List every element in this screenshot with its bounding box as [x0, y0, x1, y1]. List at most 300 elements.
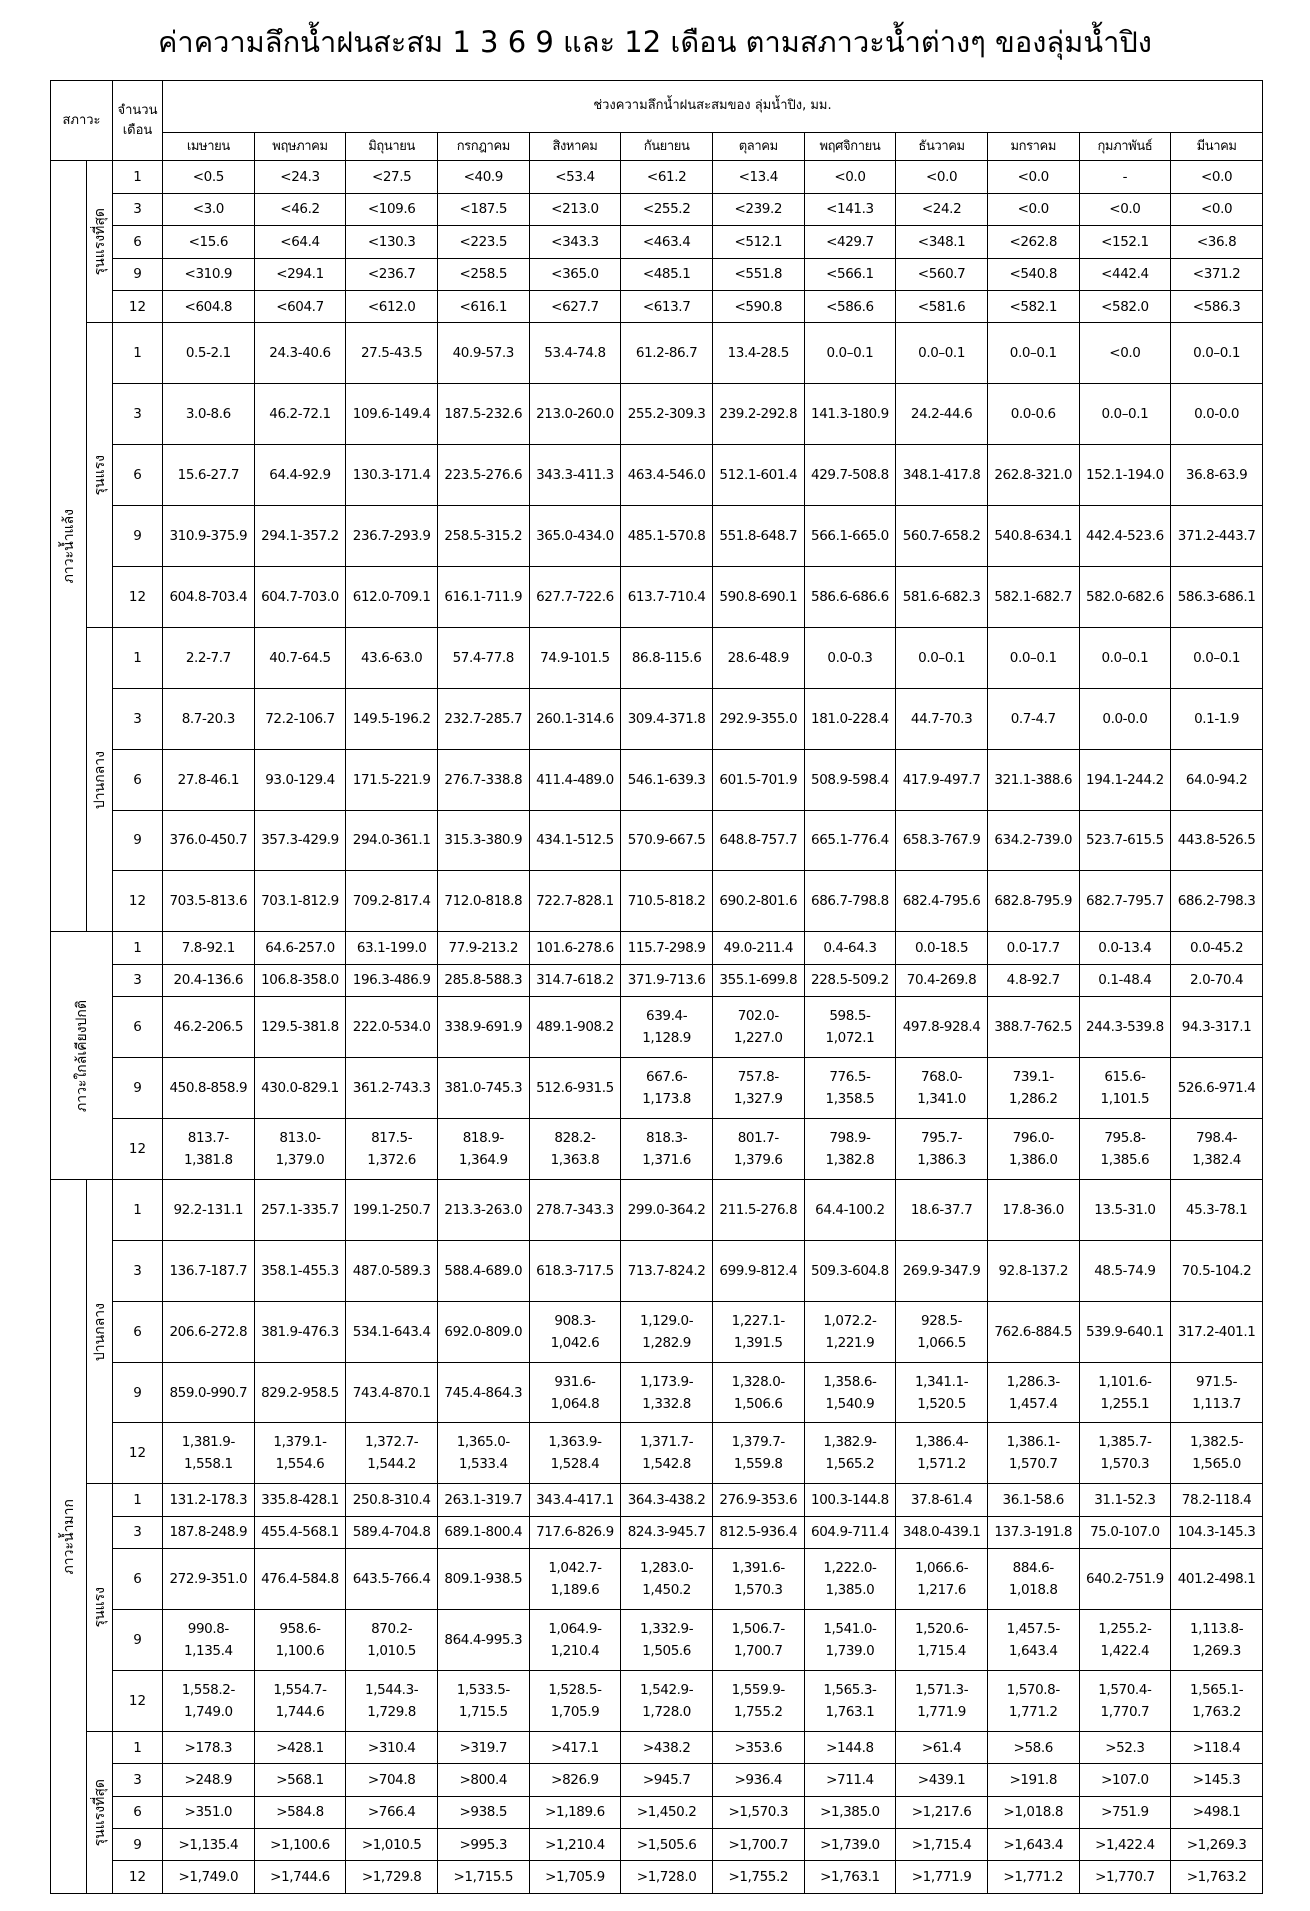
value-cell	[621, 1118, 713, 1179]
month-header-5: สิงหาคม	[529, 132, 621, 161]
section-cell	[51, 161, 87, 932]
value-cell	[621, 997, 713, 1058]
value-cell: >751.9	[1079, 1796, 1171, 1828]
value-cell: >145.3	[1171, 1764, 1263, 1796]
value-cell: 292.9-355.0	[712, 688, 804, 749]
value-cell: 250.8-310.4	[346, 1484, 438, 1516]
value-cell	[712, 1549, 804, 1610]
value-cell: 104.3-145.3	[1171, 1516, 1263, 1548]
value-cell	[254, 1118, 346, 1179]
value-cell: 28.6-48.9	[712, 627, 804, 688]
value-cell: >351.0	[163, 1796, 255, 1828]
value-line: 1,371.6	[642, 1151, 691, 1168]
value-cell: 149.5-196.2	[346, 688, 438, 749]
value-cell: >1,771.2	[987, 1861, 1079, 1894]
value-cell: 455.4-568.1	[254, 1516, 346, 1548]
value-cell: 640.2-751.9	[1079, 1549, 1171, 1610]
value-cell: <612.0	[346, 290, 438, 322]
value-cell: 560.7-658.2	[896, 506, 988, 567]
value-cell: 381.9-476.3	[254, 1301, 346, 1362]
value-cell: >1,450.2	[621, 1796, 713, 1828]
section-cell	[51, 1179, 87, 1893]
value-cell: 63.1-199.0	[346, 932, 438, 964]
value-cell: <36.8	[1171, 226, 1263, 258]
value-line: 1,565.0	[1192, 1456, 1241, 1473]
value-cell: >826.9	[529, 1764, 621, 1796]
value-cell	[804, 1301, 896, 1362]
value-cell	[896, 1423, 988, 1484]
value-cell: 285.8-588.3	[437, 964, 529, 996]
table-row	[51, 1670, 1263, 1731]
month-count-cell: 12	[113, 871, 163, 932]
value-cell: <0.0	[1171, 193, 1263, 225]
value-cell: 269.9-347.9	[896, 1240, 988, 1301]
value-cell: >800.4	[437, 1764, 529, 1796]
value-line: 615.6-	[1104, 1068, 1146, 1085]
value-line: 1,189.6	[550, 1582, 600, 1599]
value-cell: 434.1-512.5	[529, 810, 621, 871]
value-cell	[804, 1058, 896, 1119]
value-line: 1,391.6-	[731, 1560, 785, 1577]
value-cell: >1,100.6	[254, 1829, 346, 1861]
value-cell: 745.4-864.3	[437, 1362, 529, 1423]
value-cell: 92.2-131.1	[163, 1179, 255, 1240]
value-cell: 0.0-17.7	[987, 932, 1079, 964]
value-cell: 411.4-489.0	[529, 749, 621, 810]
value-cell: 371.9-713.6	[621, 964, 713, 996]
value-line: 1,286.2	[1008, 1090, 1058, 1107]
value-line: 1,358.5	[825, 1090, 875, 1107]
value-cell: 357.3-429.9	[254, 810, 346, 871]
value-line: 1,128.9	[642, 1030, 691, 1047]
value-cell: 417.9-497.7	[896, 749, 988, 810]
value-cell: 487.0-589.3	[346, 1240, 438, 1301]
value-cell: 100.3-144.8	[804, 1484, 896, 1516]
group-label: รุนแรงที่สุด	[91, 208, 108, 276]
value-cell	[987, 1670, 1079, 1731]
value-cell: 2.2-7.7	[163, 627, 255, 688]
value-cell: <590.8	[712, 290, 804, 322]
month-count-cell: 1	[113, 1731, 163, 1763]
table-row	[51, 1362, 1263, 1423]
value-cell: <187.5	[437, 193, 529, 225]
month-header-9: ธันวาคม	[896, 132, 988, 161]
group-label: ปานกลาง	[91, 750, 108, 809]
value-cell: 213.3-263.0	[437, 1179, 529, 1240]
value-cell: >191.8	[987, 1764, 1079, 1796]
value-cell: >1,385.0	[804, 1796, 896, 1828]
value-cell: 232.7-285.7	[437, 688, 529, 749]
month-count-cell: 9	[113, 1058, 163, 1119]
value-line: 1,705.9	[550, 1703, 600, 1720]
value-line: 1,386.4-	[914, 1434, 969, 1451]
value-cell: <560.7	[896, 258, 988, 290]
value-cell: 61.2-86.7	[621, 323, 713, 384]
value-cell: <130.3	[346, 226, 438, 258]
value-line: 1,327.9	[733, 1090, 783, 1107]
group-label: รุนแรงที่สุด	[91, 1778, 108, 1847]
value-cell: >938.5	[437, 1796, 529, 1828]
value-cell: 228.5-509.2	[804, 964, 896, 996]
value-cell: 604.9-711.4	[804, 1516, 896, 1548]
value-cell: 648.8-757.7	[712, 810, 804, 871]
value-cell: 508.9-598.4	[804, 749, 896, 810]
value-cell	[712, 1670, 804, 1731]
value-cell	[712, 1610, 804, 1671]
month-count-cell: 3	[113, 964, 163, 996]
value-cell: 64.6-257.0	[254, 932, 346, 964]
value-cell: <258.5	[437, 258, 529, 290]
value-cell	[529, 1423, 621, 1484]
value-cell: 72.2-106.7	[254, 688, 346, 749]
value-cell: 717.6-826.9	[529, 1516, 621, 1548]
value-line: 1,422.4	[1100, 1643, 1150, 1660]
value-line: 1,332.9-	[640, 1621, 694, 1638]
value-line: 1,771.2	[1008, 1703, 1058, 1720]
value-cell: 13.4-28.5	[712, 323, 804, 384]
value-cell: <365.0	[529, 258, 621, 290]
table-row	[51, 1731, 1263, 1763]
group-cell	[87, 323, 113, 628]
group-label: รุนแรง	[91, 454, 108, 496]
value-line: 1,570.7	[1008, 1456, 1058, 1473]
value-cell: >1,739.0	[804, 1829, 896, 1861]
value-line: 1,771.9	[917, 1703, 966, 1720]
value-cell: >248.9	[163, 1764, 255, 1796]
value-cell: <613.7	[621, 290, 713, 322]
month-count-cell: 1	[113, 1179, 163, 1240]
value-cell: >1,771.9	[896, 1861, 988, 1894]
value-cell: 643.5-766.4	[346, 1549, 438, 1610]
value-cell	[163, 1610, 255, 1671]
value-cell: 604.8-703.4	[163, 566, 255, 627]
value-cell	[1079, 1058, 1171, 1119]
value-line: 1,341.0	[917, 1090, 966, 1107]
value-cell: 686.7-798.8	[804, 871, 896, 932]
value-cell: <604.7	[254, 290, 346, 322]
value-line: 884.6-	[1012, 1560, 1054, 1577]
value-cell: <582.1	[987, 290, 1079, 322]
table-row	[51, 1796, 1263, 1828]
value-line: 1,113.8-	[1189, 1621, 1244, 1638]
value-cell: 361.2-743.3	[346, 1058, 438, 1119]
table-row	[51, 810, 1263, 871]
value-line: 1,386.3	[917, 1151, 966, 1168]
value-line: 1,064.9-	[548, 1621, 602, 1638]
value-cell: 258.5-315.2	[437, 506, 529, 567]
value-cell: >711.4	[804, 1764, 896, 1796]
value-line: 1,363.9-	[548, 1434, 602, 1451]
value-cell: 37.8-61.4	[896, 1484, 988, 1516]
value-cell: 0.0–0.1	[896, 627, 988, 688]
value-cell: 4.8-92.7	[987, 964, 1079, 996]
value-line: 1,505.6	[642, 1643, 691, 1660]
month-header-8: พฤศจิกายน	[804, 132, 896, 161]
value-cell	[529, 1670, 621, 1731]
month-count-cell: 3	[113, 1240, 163, 1301]
value-cell: <586.6	[804, 290, 896, 322]
value-cell	[896, 1301, 988, 1362]
value-cell: 589.4-704.8	[346, 1516, 438, 1548]
month-count-cell: 1	[113, 932, 163, 964]
value-line: 1,520.5	[917, 1395, 966, 1412]
value-line: 1,341.1-	[914, 1373, 969, 1390]
group-label: รุนแรง	[91, 1587, 108, 1628]
value-cell: 812.5-936.4	[712, 1516, 804, 1548]
value-cell: 43.6-63.0	[346, 627, 438, 688]
value-cell	[712, 1362, 804, 1423]
value-cell: 0.0-45.2	[1171, 932, 1263, 964]
value-line: 1,018.8	[1008, 1582, 1058, 1599]
value-cell: 187.8-248.9	[163, 1516, 255, 1548]
value-cell: <109.6	[346, 193, 438, 225]
value-line: 1,010.5	[367, 1643, 416, 1660]
value-cell	[712, 1058, 804, 1119]
value-cell	[896, 1670, 988, 1731]
value-cell	[346, 1118, 438, 1179]
table-row	[51, 627, 1263, 688]
value-cell: 64.4-92.9	[254, 445, 346, 506]
value-cell: 94.3-317.1	[1171, 997, 1263, 1058]
value-line: 1,269.3	[1192, 1643, 1241, 1660]
value-cell: <627.7	[529, 290, 621, 322]
value-cell: 588.4-689.0	[437, 1240, 529, 1301]
month-count-cell: 9	[113, 1610, 163, 1671]
value-cell: 709.2-817.4	[346, 871, 438, 932]
value-line: 1,715.4	[917, 1643, 966, 1660]
value-cell: 239.2-292.8	[712, 384, 804, 445]
value-cell: <540.8	[987, 258, 1079, 290]
value-cell: 338.9-691.9	[437, 997, 529, 1058]
value-cell: >1,189.6	[529, 1796, 621, 1828]
month-header-7: ตุลาคม	[712, 132, 804, 161]
value-cell	[621, 1058, 713, 1119]
condition-header: สภาวะ	[51, 81, 113, 161]
value-cell: 101.6-278.6	[529, 932, 621, 964]
value-cell: 722.7-828.1	[529, 871, 621, 932]
value-line: 1,386.1-	[1006, 1434, 1060, 1451]
value-cell: >319.7	[437, 1731, 529, 1763]
value-cell: <512.1	[712, 226, 804, 258]
month-count-cell: 1	[113, 161, 163, 193]
value-cell: <239.2	[712, 193, 804, 225]
section-label: ภาวะน้ำแล้ง	[60, 509, 77, 584]
value-cell: >498.1	[1171, 1796, 1263, 1828]
value-cell	[346, 1610, 438, 1671]
value-cell: >1,715.5	[437, 1861, 529, 1894]
value-cell	[621, 1362, 713, 1423]
value-cell: 46.2-206.5	[163, 997, 255, 1058]
value-line: 1,541.0-	[823, 1621, 877, 1638]
value-line: 1,372.6	[367, 1151, 416, 1168]
value-cell: 24.3-40.6	[254, 323, 346, 384]
table-row	[51, 964, 1263, 996]
value-cell: 74.9-101.5	[529, 627, 621, 688]
value-cell: 44.7-70.3	[896, 688, 988, 749]
value-cell: 582.0-682.6	[1079, 566, 1171, 627]
value-cell: 540.8-634.1	[987, 506, 1079, 567]
value-cell: <0.0	[987, 161, 1079, 193]
value-cell: 294.1-357.2	[254, 506, 346, 567]
value-cell	[163, 1118, 255, 1179]
value-line: 817.5-	[371, 1129, 413, 1146]
month-count-cell: 1	[113, 323, 163, 384]
value-cell: 348.0-439.1	[896, 1516, 988, 1548]
value-line: 1,135.4	[183, 1643, 233, 1660]
value-cell	[987, 1423, 1079, 1484]
value-line: 1,227.1-	[731, 1312, 785, 1329]
section-label: ภาวะใกล้เคียงปกติ	[73, 999, 90, 1112]
value-cell: >439.1	[896, 1764, 988, 1796]
value-line: 801.7-	[737, 1129, 779, 1146]
value-cell: 129.5-381.8	[254, 997, 346, 1058]
value-cell: 70.5-104.2	[1171, 1240, 1263, 1301]
value-line: 1,540.9	[825, 1395, 875, 1412]
table-row	[51, 193, 1263, 225]
group-cell	[87, 1484, 113, 1732]
value-line: 1,365.0-	[456, 1434, 510, 1451]
value-cell: <40.9	[437, 161, 529, 193]
value-cell: >1,010.5	[346, 1829, 438, 1861]
value-line: 1,381.8	[183, 1151, 233, 1168]
value-cell: 130.3-171.4	[346, 445, 438, 506]
value-cell: 0.0–0.1	[987, 627, 1079, 688]
value-cell: 634.2-739.0	[987, 810, 1079, 871]
value-cell: <604.8	[163, 290, 255, 322]
value-cell: 78.2-118.4	[1171, 1484, 1263, 1516]
value-cell	[621, 1610, 713, 1671]
value-cell: >1,505.6	[621, 1829, 713, 1861]
value-cell: 509.3-604.8	[804, 1240, 896, 1301]
table-row	[51, 1058, 1263, 1119]
value-line: 798.4-	[1196, 1129, 1238, 1146]
value-cell: 388.7-762.5	[987, 997, 1079, 1058]
value-cell	[804, 1549, 896, 1610]
value-cell: 586.3-686.1	[1171, 566, 1263, 627]
value-cell: 222.0-534.0	[346, 997, 438, 1058]
value-line: 757.8-	[737, 1068, 779, 1085]
value-line: 1,739.0	[825, 1643, 875, 1660]
value-cell: 27.8-46.1	[163, 749, 255, 810]
month-header-2: พฤษภาคม	[254, 132, 346, 161]
value-cell: 0.5-2.1	[163, 323, 255, 384]
table-row	[51, 161, 1263, 193]
value-cell: >1,135.4	[163, 1829, 255, 1861]
value-cell: 92.8-137.2	[987, 1240, 1079, 1301]
value-line: 1,371.7-	[640, 1434, 694, 1451]
value-line: 1,559.9-	[731, 1681, 785, 1698]
value-cell	[437, 1670, 529, 1731]
month-count-cell: 9	[113, 258, 163, 290]
value-cell: 317.2-401.1	[1171, 1301, 1263, 1362]
value-cell: 443.8-526.5	[1171, 810, 1263, 871]
months-count-header-line2: เดือน	[122, 122, 153, 138]
value-cell	[529, 1362, 621, 1423]
value-cell	[529, 1610, 621, 1671]
value-cell: 566.1-665.0	[804, 506, 896, 567]
value-line: 813.7-	[187, 1129, 229, 1146]
value-cell: 523.7-615.5	[1079, 810, 1171, 871]
value-cell: 612.0-709.1	[346, 566, 438, 627]
value-cell: 463.4-546.0	[621, 445, 713, 506]
table-row	[51, 445, 1263, 506]
value-line: 1,042.6	[550, 1334, 600, 1351]
value-cell: 450.8-858.9	[163, 1058, 255, 1119]
value-line: 667.6-	[646, 1068, 688, 1085]
value-line: 1,382.9-	[823, 1434, 877, 1451]
value-line: 1,255.1	[1100, 1395, 1150, 1412]
value-line: 1,221.9	[825, 1334, 875, 1351]
value-cell: 534.1-643.4	[346, 1301, 438, 1362]
value-line: 1,558.1	[183, 1456, 233, 1473]
month-count-cell: 9	[113, 506, 163, 567]
value-cell	[529, 1118, 621, 1179]
value-cell: 692.0-809.0	[437, 1301, 529, 1362]
month-count-cell: 3	[113, 193, 163, 225]
value-cell: <442.4	[1079, 258, 1171, 290]
month-count-cell: 3	[113, 688, 163, 749]
value-cell: 244.3-539.8	[1079, 997, 1171, 1058]
value-line: 1,379.6	[733, 1151, 783, 1168]
value-line: 795.8-	[1104, 1129, 1146, 1146]
value-cell: 658.3-767.9	[896, 810, 988, 871]
value-line: 1,457.5-	[1006, 1621, 1060, 1638]
value-cell: 27.5-43.5	[346, 323, 438, 384]
value-line: 796.0-	[1012, 1129, 1054, 1146]
value-cell: 582.1-682.7	[987, 566, 1079, 627]
value-cell: >945.7	[621, 1764, 713, 1796]
value-cell: 64.4-100.2	[804, 1179, 896, 1240]
value-cell: 109.6-149.4	[346, 384, 438, 445]
value-cell: >1,705.9	[529, 1861, 621, 1894]
value-cell: 45.3-78.1	[1171, 1179, 1263, 1240]
value-cell: 476.4-584.8	[254, 1549, 346, 1610]
month-count-cell: 3	[113, 384, 163, 445]
value-cell: <15.6	[163, 226, 255, 258]
value-cell: 686.2-798.3	[1171, 871, 1263, 932]
value-cell: 136.7-187.7	[163, 1240, 255, 1301]
value-cell: 272.9-351.0	[163, 1549, 255, 1610]
month-count-cell: 12	[113, 1118, 163, 1179]
value-line: 1,332.8	[642, 1395, 691, 1412]
value-cell: <64.4	[254, 226, 346, 258]
value-cell	[621, 1670, 713, 1731]
value-line: 1,066.5	[917, 1334, 966, 1351]
value-cell: 703.1-812.9	[254, 871, 346, 932]
value-cell: <27.5	[346, 161, 438, 193]
value-cell: 18.6-37.7	[896, 1179, 988, 1240]
value-cell: 181.0-228.4	[804, 688, 896, 749]
value-line: 1,358.6-	[823, 1373, 877, 1390]
value-cell: 260.1-314.6	[529, 688, 621, 749]
value-cell: 46.2-72.1	[254, 384, 346, 445]
value-cell: 199.1-250.7	[346, 1179, 438, 1240]
value-cell: 93.0-129.4	[254, 749, 346, 810]
value-cell: >52.3	[1079, 1731, 1171, 1763]
value-line: 1,570.3	[733, 1582, 783, 1599]
page-title: ค่าความลึกน้ำฝนสะสม 1 3 6 9 และ 12 เดือน ตามสภาวะน้ำต่างๆ ของลุ่มน้ำปิง	[158, 25, 1152, 59]
value-line: 1,565.2	[825, 1456, 875, 1473]
value-cell: >584.8	[254, 1796, 346, 1828]
value-cell: 581.6-682.3	[896, 566, 988, 627]
table-row	[51, 1423, 1263, 1484]
value-line: 1,554.6	[275, 1456, 325, 1473]
value-line: 1,372.7-	[365, 1434, 419, 1451]
value-line: 1,364.9	[458, 1151, 508, 1168]
value-cell: 627.7-722.6	[529, 566, 621, 627]
value-cell: 0.0-0.6	[987, 384, 1079, 445]
value-cell: 255.2-309.3	[621, 384, 713, 445]
